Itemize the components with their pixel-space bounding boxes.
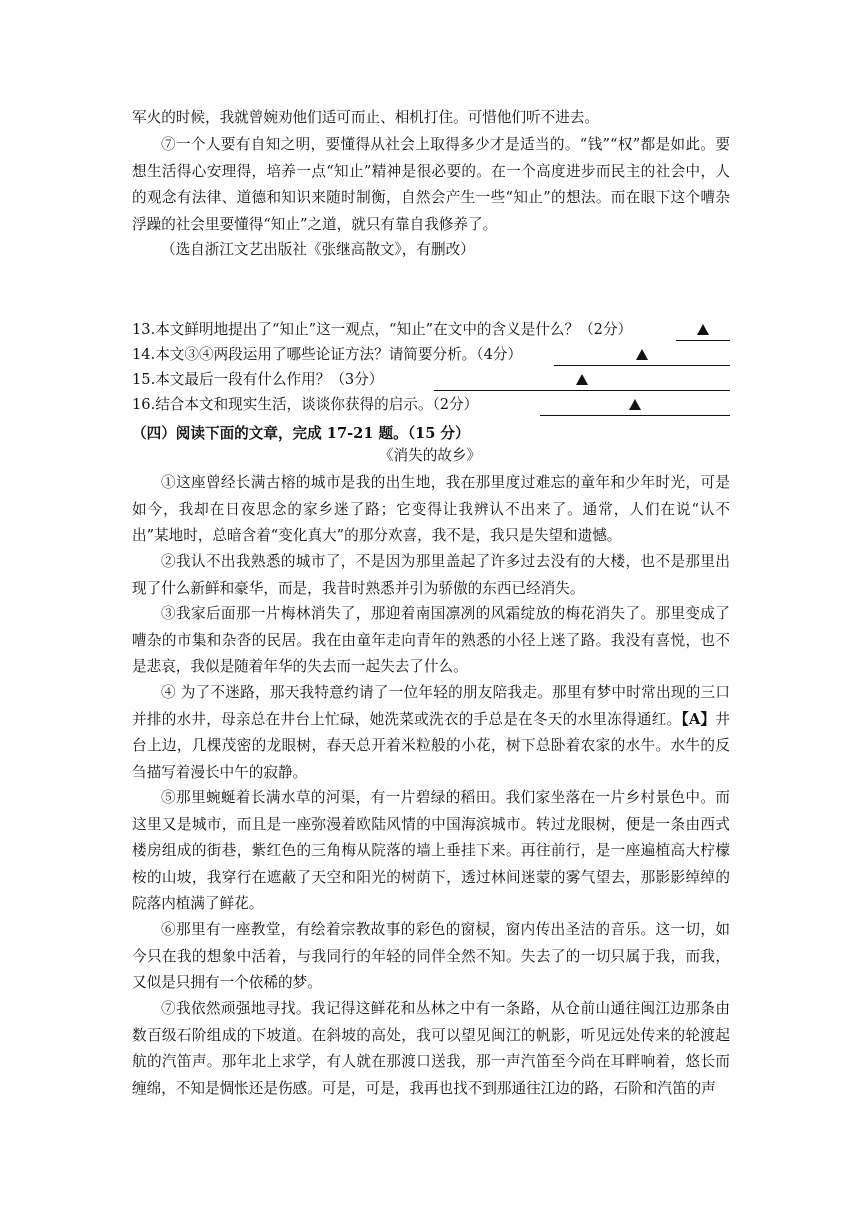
answer-blank[interactable] bbox=[554, 343, 730, 366]
question-16 bbox=[132, 393, 730, 417]
source-note: （选自浙江文艺出版社《张继高散文》，有删改） bbox=[161, 241, 475, 258]
question-13 bbox=[132, 318, 730, 342]
article-paragraph-2: ②我认不出我熟悉的城市了，不是因为那里盖起了许多过去没有的大楼，也不是那里出现了什么新鲜和豪华，而是，我昔时熟悉并引为骄傲的东西已经消失。 bbox=[132, 553, 730, 597]
passage-paragraph-tail: 军火的时候，我就曾婉劝他们适可而止、相机打住。可惜他们听不进去。 bbox=[132, 109, 600, 126]
passage-paragraph-7: ⑦一个人要有自知之明，要懂得从社会上取得多少才是适当的。“钱”“权”都是如此。要想生活得心安理得，培养一点“知止”精神是很必要的。在一个高度进步而民主的社会中，人的观念有法律、道德和知识来随时制衡，自然会产生一些“知止”的想法。而在眼下这个嘈杂浮躁的社会里要懂得“知止”之道，就只有靠自我修养了。 bbox=[132, 136, 730, 233]
question-text: 16.结合本文和现实生活，谈谈你获得的启示。（2分） bbox=[132, 396, 479, 413]
paragraph-4-text: ④ 为了不迷路，那天我特意约请了一位年轻的朋友陪我走。那里有梦中时常出现的三口并排的水井，母亲总在井台上忙碌，她洗菜或洗衣的手总是在冬天的水里冻得通红。 bbox=[132, 684, 730, 728]
article-paragraph-4 bbox=[132, 680, 730, 786]
article-paragraph-6: ⑥那里有一座教堂，有绘着宗教故事的彩色的窗棂，窗内传出圣洁的音乐。这一切，如今只在我的想象中活着，与我同行的年轻的同伴全然不知。失去了的一切只属于我，而我，又似是只拥有一个依稀的梦。 bbox=[132, 921, 730, 991]
question-15 bbox=[132, 368, 730, 392]
article-paragraph-3: ③我家后面那一片梅林消失了，那迎着南国凛冽的风霜绽放的梅花消失了。那里变成了嘈杂的市集和杂沓的民居。我在由童年走向青年的熟悉的小径上迷了路。我没有喜悦，也不是悲哀，我似是随着年华的失去而一起失去了什么。 bbox=[132, 605, 730, 675]
triangle-icon bbox=[697, 324, 709, 335]
article-paragraph-7: ⑦我依然顽强地寻找。我记得这鲜花和丛林之中有一条路，从仓前山通往闽江边那条由数百级石阶组成的下坡道。在斜坡的高处，我可以望见闽江的帆影，听见远处传来的轮渡起航的汽笛声。那年北上求学，有人就在那渡口送我，那一声汽笛至今尚在耳畔响着，悠长而缠绵，不知是惆怅还是伤感。可是，可是，我再也找不到那通往江边的路，石阶和汽笛的声 bbox=[132, 1000, 730, 1097]
question-14 bbox=[132, 343, 730, 367]
question-text: 13.本文鲜明地提出了“知止”这一观点，“知止”在文中的含义是什么？（2分） bbox=[132, 321, 633, 338]
article-paragraph-5: ⑤那里蜿蜒着长满水草的河渠，有一片碧绿的稻田。我们家坐落在一片乡村景色中。而这里又是城市，而且是一座弥漫着欧陆风情的中国海滨城市。转过龙眼树，便是一条由西式楼房组成的街巷，紫红色的三角梅从院落的墙上垂挂下来。再往前行，是一座遍植高大柠檬桉的山坡，我穿行在遮蔽了天空和阳光的树荫下，透过林间迷蒙的雾气望去，那影影绰绰的院落内植满了鲜花。 bbox=[132, 789, 730, 912]
answer-blank[interactable] bbox=[434, 368, 730, 391]
answer-blank[interactable] bbox=[540, 393, 730, 416]
question-text: 15.本文最后一段有什么作用？（3分） bbox=[132, 371, 384, 388]
article-title: 《消失的故乡》 bbox=[378, 447, 482, 464]
triangle-icon bbox=[576, 374, 588, 385]
triangle-icon bbox=[629, 399, 641, 410]
article-paragraph-1: ①这座曾经长满古榕的城市是我的出生地，我在那里度过难忘的童年和少年时光，可是如今，我却在日夜思念的家乡迷了路；它变得让我辨认不出来了。通常，人们在说“认不出”某地时，总暗含着“变化真大”的那分欢喜，我不是，我只是失望和遗憾。 bbox=[132, 474, 730, 544]
answer-blank[interactable] bbox=[676, 318, 730, 341]
section-heading: （四）阅读下面的文章，完成 17-21 题。（15 分） bbox=[132, 425, 470, 442]
question-text: 14.本文③④两段运用了哪些论证方法？请简要分析。（4分） bbox=[132, 346, 523, 363]
annotation-mark-a: 【A】 bbox=[681, 710, 716, 728]
triangle-icon bbox=[636, 349, 648, 360]
paragraph-4-continued: 井台上边，几棵茂密的龙眼树，春天总开着米粒般的小花，树下总卧着农家的水牛。水牛的反刍描写着漫长中午的寂静。 bbox=[132, 710, 730, 781]
